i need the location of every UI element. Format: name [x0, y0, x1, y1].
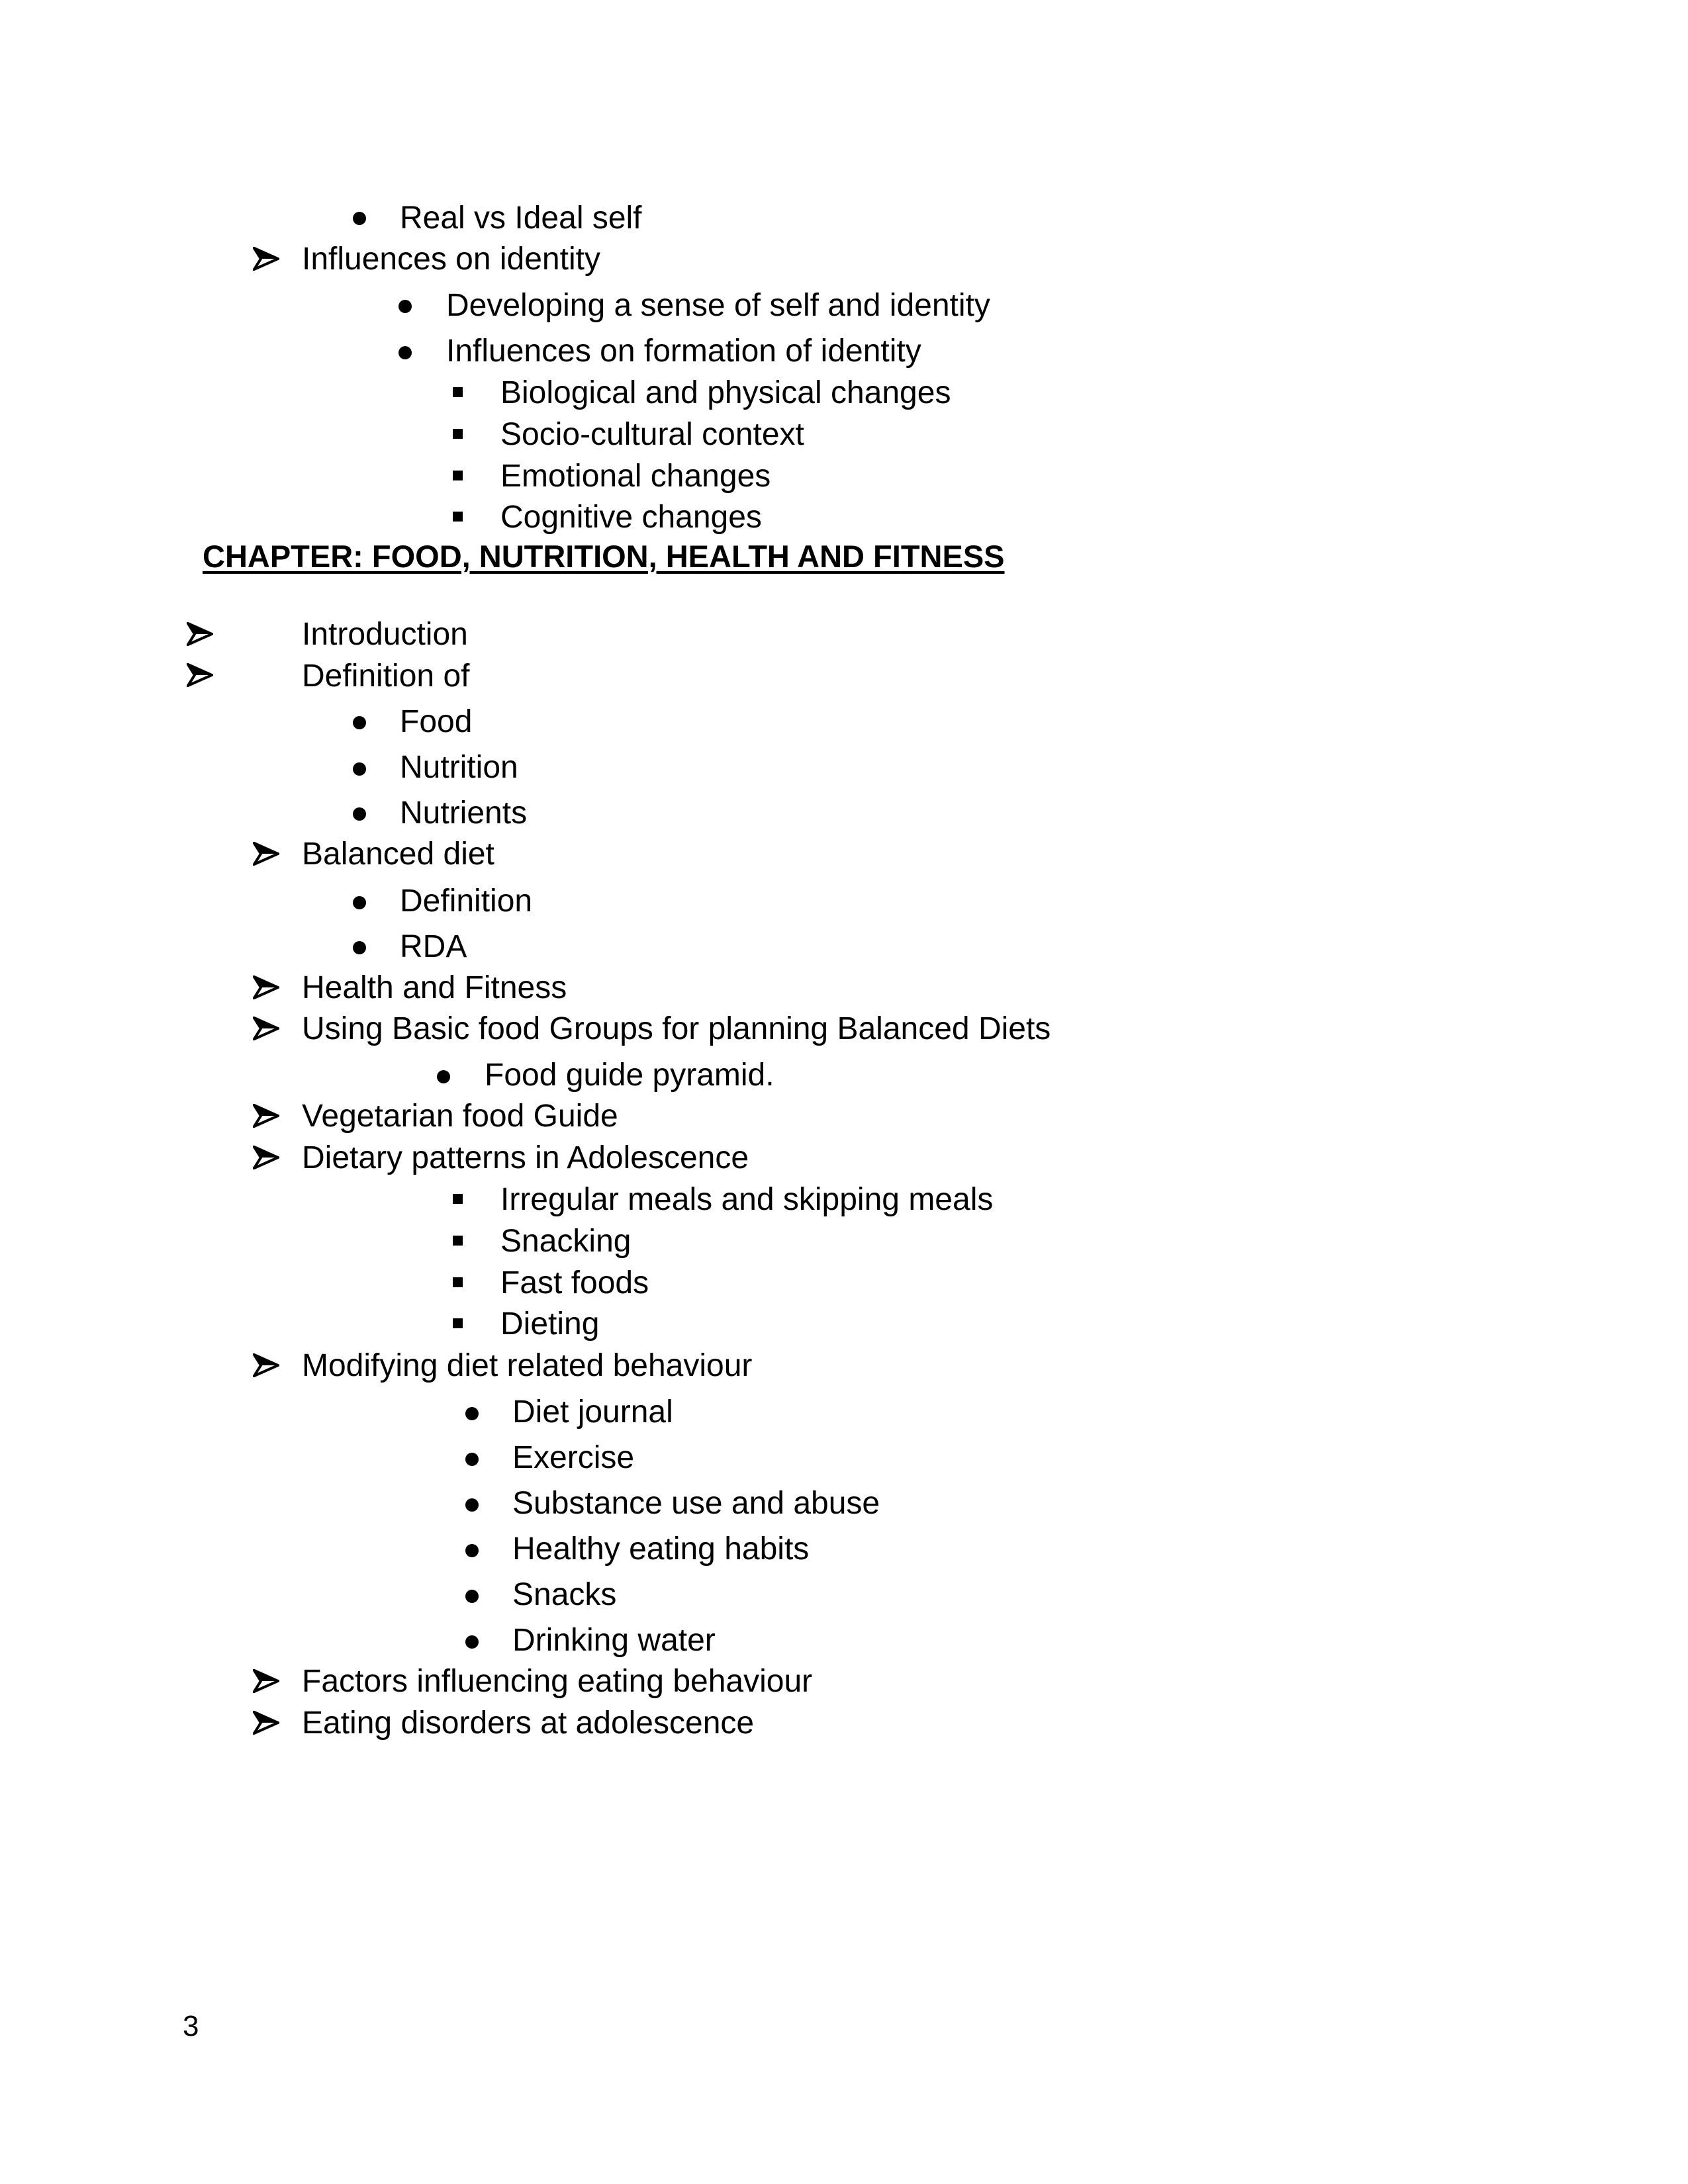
definition-food: Food	[400, 704, 473, 739]
bullet-icon	[353, 896, 366, 909]
bullet-icon	[465, 1590, 479, 1603]
bullet-icon	[465, 1453, 479, 1466]
bullet-icon	[399, 300, 412, 313]
list-item-basic-food-groups: Using Basic food Groups for planning Balanced Diets	[302, 1011, 1051, 1046]
dietary-fast-foods: Fast foods	[500, 1265, 649, 1300]
modifying-exercise: Exercise	[512, 1440, 635, 1475]
arrow-bullet-icon	[253, 976, 279, 999]
chapter-title: CHAPTER: FOOD, NUTRITION, HEALTH AND FITNESS	[203, 539, 1005, 574]
arrow-bullet-icon	[253, 1353, 279, 1377]
bullet-icon	[399, 346, 412, 359]
page-number: 3	[183, 2010, 199, 2042]
bullet-icon	[353, 212, 366, 225]
sub-item-emotional: Emotional changes	[500, 459, 771, 494]
sub-item-biological: Biological and physical changes	[500, 375, 951, 410]
list-item-developing-sense: Developing a sense of self and identity	[446, 288, 990, 323]
arrow-bullet-icon	[253, 1104, 279, 1128]
list-item-definition-of: Definition of	[302, 659, 470, 694]
bullet-icon	[465, 1635, 479, 1649]
bullet-icon	[353, 716, 366, 729]
square-bullet-icon	[453, 1277, 463, 1287]
modifying-snacks: Snacks	[512, 1577, 617, 1612]
arrow-bullet-icon	[253, 1017, 279, 1040]
arrow-bullet-icon	[253, 1711, 279, 1735]
dietary-irregular-meals: Irregular meals and skipping meals	[500, 1182, 994, 1217]
bullet-icon	[353, 807, 366, 821]
balanced-diet-definition: Definition	[400, 884, 533, 919]
square-bullet-icon	[453, 1318, 463, 1328]
dietary-snacking: Snacking	[500, 1224, 632, 1259]
arrow-bullet-icon	[253, 247, 279, 271]
list-item-balanced-diet: Balanced diet	[302, 837, 494, 872]
list-item-real-vs-ideal: Real vs Ideal self	[400, 201, 642, 236]
list-item-eating-disorders: Eating disorders at adolescence	[302, 1706, 755, 1741]
list-item-modifying-diet: Modifying diet related behaviour	[302, 1348, 753, 1383]
arrow-bullet-icon	[253, 1146, 279, 1169]
square-bullet-icon	[453, 429, 463, 439]
bullet-icon	[437, 1070, 450, 1083]
arrow-bullet-icon	[187, 622, 213, 646]
sub-item-socio-cultural: Socio-cultural context	[500, 417, 804, 452]
list-item-food-guide-pyramid: Food guide pyramid.	[485, 1058, 774, 1093]
list-item-dietary-patterns: Dietary patterns in Adolescence	[302, 1140, 749, 1175]
dietary-dieting: Dieting	[500, 1306, 600, 1342]
arrow-bullet-icon	[187, 663, 213, 687]
list-item-influences-formation: Influences on formation of identity	[446, 334, 921, 369]
list-item-introduction: Introduction	[302, 617, 468, 652]
influences-heading: Influences on identity	[302, 242, 600, 277]
bullet-icon	[465, 1498, 479, 1512]
sub-item-cognitive: Cognitive changes	[500, 500, 762, 535]
bullet-icon	[353, 941, 366, 954]
arrow-bullet-icon	[253, 1669, 279, 1693]
square-bullet-icon	[453, 387, 463, 397]
bullet-icon	[465, 1407, 479, 1420]
balanced-diet-rda: RDA	[400, 929, 467, 964]
square-bullet-icon	[453, 471, 463, 480]
bullet-icon	[465, 1544, 479, 1557]
modifying-drinking-water: Drinking water	[512, 1623, 716, 1658]
list-item-factors-eating: Factors influencing eating behaviour	[302, 1664, 813, 1699]
square-bullet-icon	[453, 1194, 463, 1204]
modifying-substance-use: Substance use and abuse	[512, 1486, 880, 1521]
list-item-vegetarian-guide: Vegetarian food Guide	[302, 1099, 618, 1134]
arrow-bullet-icon	[253, 842, 279, 866]
list-item-health-fitness: Health and Fitness	[302, 970, 567, 1005]
definition-nutrition: Nutrition	[400, 750, 518, 785]
modifying-healthy-eating: Healthy eating habits	[512, 1531, 810, 1567]
bullet-icon	[353, 762, 366, 776]
modifying-diet-journal: Diet journal	[512, 1394, 673, 1430]
definition-nutrients: Nutrients	[400, 796, 528, 831]
square-bullet-icon	[453, 512, 463, 522]
square-bullet-icon	[453, 1236, 463, 1246]
